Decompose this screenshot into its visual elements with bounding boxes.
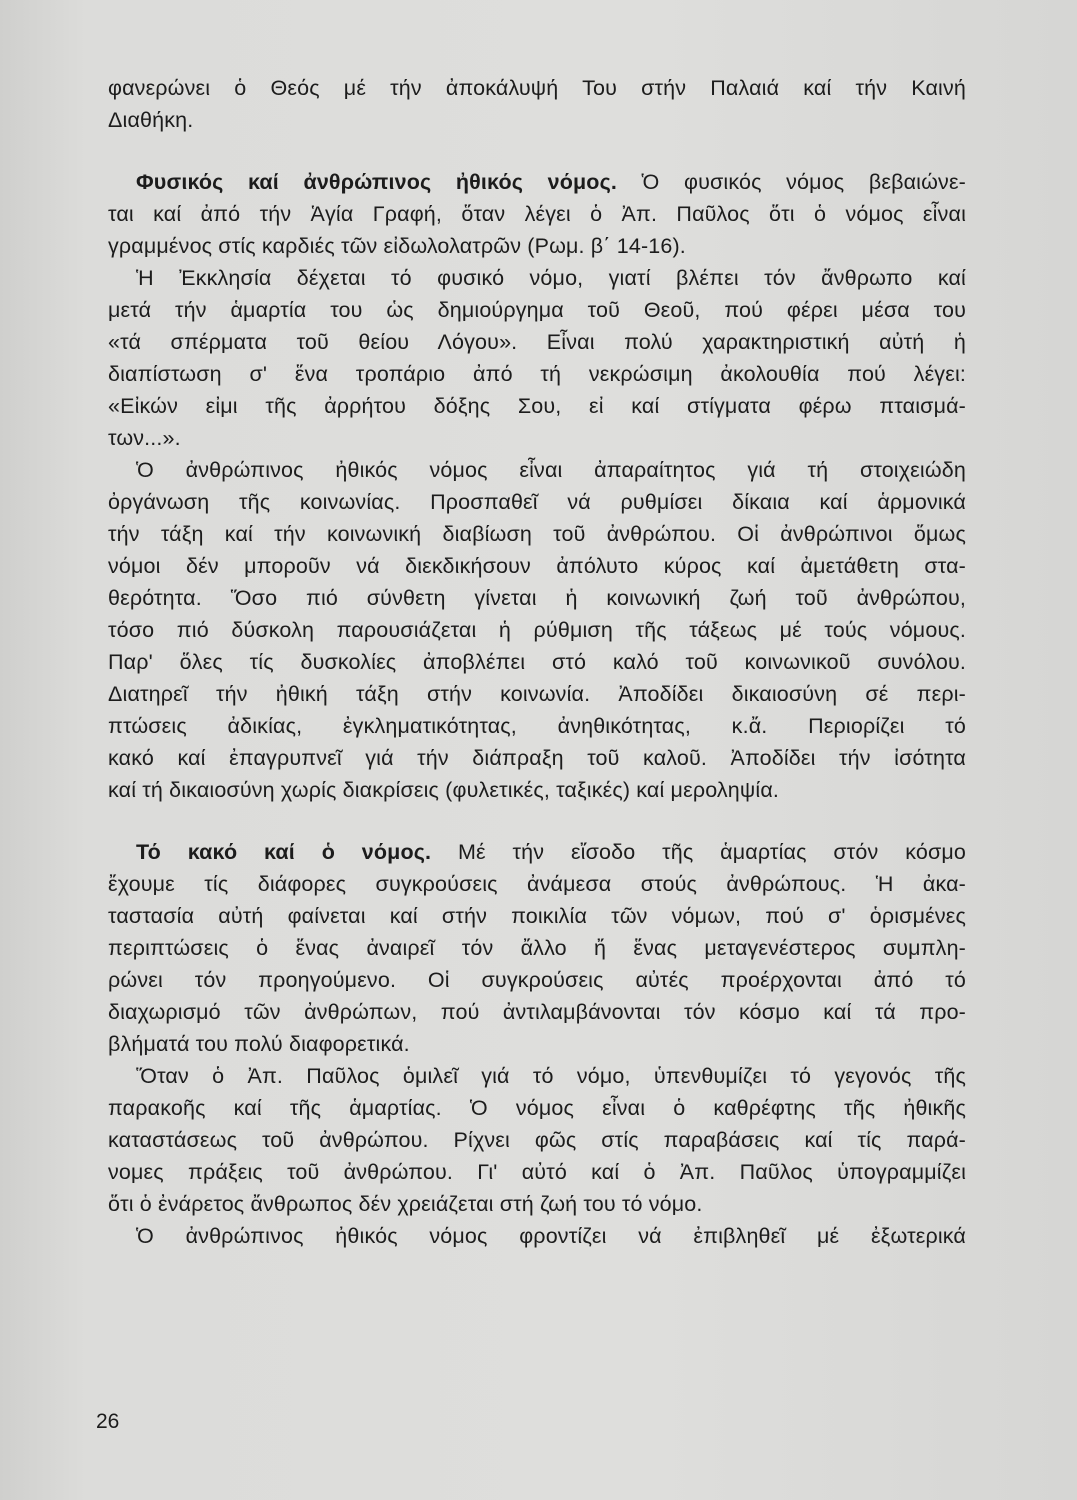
section-heading: Φυσικός καί ἀνθρώπινος ἠθικός νόμος. [136, 170, 618, 194]
text-line-content: ὅτι ὁ ἐνάρετος ἄνθρωπος δέν χρειάζεται στή ζωή του τό νόμο. [108, 1192, 703, 1216]
text-line [108, 72, 966, 104]
text-line [108, 582, 966, 614]
text-line [108, 900, 966, 932]
text-line-content: ρώνει τόν προηγούμενο. Οἱ συγκρούσεις αὐτές προέρχονται ἀπό τό [108, 968, 966, 992]
text-line [108, 1220, 966, 1252]
text-line-content: θερότητα. Ὅσο πιό σύνθετη γίνεται ἡ κοινωνική ζωή τοῦ ἀνθρώπου, [108, 586, 966, 610]
text-line [108, 774, 966, 806]
text-line [108, 1060, 966, 1092]
text-line [108, 964, 966, 996]
text-line-content: ταστασία αὐτή φαίνεται καί στήν ποικιλία τῶν νόμων, πού σ' ὁρισμένες [108, 904, 966, 928]
text-line [108, 262, 966, 294]
text-line-content: καταστάσεως τοῦ ἀνθρώπου. Ρίχνει φῶς στίς παραβάσεις καί τίς παρά- [108, 1128, 966, 1152]
text-line-content: Παρ' ὅλες τίς δυσκολίες ἀποβλέπει στό καλό τοῦ κοινωνικοῦ συνόλου. [108, 650, 966, 674]
text-line-content: πτώσεις ἀδικίας, ἐγκληματικότητας, ἀνηθικότητας, κ.ἄ. Περιορίζει τό [108, 714, 966, 738]
text-line-content: Ὁ φυσικός νόμος βεβαιώνε- [617, 170, 966, 194]
text-line [108, 518, 966, 550]
page-number: 26 [96, 1410, 120, 1433]
text-line [108, 996, 966, 1028]
text-line [108, 868, 966, 900]
body-text [108, 72, 966, 1252]
paragraph-gap [108, 136, 966, 166]
text-line-content: ται καί ἀπό τήν Ἁγία Γραφή, ὅταν λέγει ὁ Ἀπ. Παῦλος ὅτι ὁ νόμος εἶναι [108, 202, 966, 226]
text-line [108, 1188, 966, 1220]
text-line [108, 104, 966, 136]
text-line [108, 166, 966, 198]
text-line-content: τόσο πιό δύσκολη παρουσιάζεται ἡ ρύθμιση τῆς τάξεως μέ τούς νόμους. [108, 618, 966, 642]
text-line-content: παρακοῆς καί τῆς ἁμαρτίας. Ὁ νόμος εἶναι ὁ καθρέφτης τῆς ἠθικῆς [108, 1096, 966, 1120]
text-line-content: «τά σπέρματα τοῦ θείου Λόγου». Εἶναι πολύ χαρακτηριστική αὐτή ἡ [108, 330, 966, 354]
text-line-content: κακό καί ἐπαγρυπνεῖ γιά τήν διάπραξη τοῦ καλοῦ. Ἀποδίδει τήν ἰσότητα [108, 746, 966, 770]
text-line-content: Ὁ ἀνθρώπινος ἠθικός νόμος εἶναι ἀπαραίτητος γιά τή στοιχειώδη [136, 458, 966, 482]
text-line-content: νόμοι δέν μποροῦν νά διεκδικήσουν ἀπόλυτο κύρος καί ἀμετάθετη στα- [108, 554, 966, 578]
text-line [108, 198, 966, 230]
text-line [108, 390, 966, 422]
text-line-content: μετά τήν ἁμαρτία του ὡς δημιούργημα τοῦ Θεοῦ, πού φέρει μέσα του [108, 298, 966, 322]
text-line [108, 1156, 966, 1188]
text-line [108, 932, 966, 964]
text-line [108, 422, 966, 454]
text-line-content: φανερώνει ὁ Θεός μέ τήν ἀποκάλυψή Του στήν Παλαιά καί τήν Καινή [108, 76, 966, 100]
text-line-content: βλήματά του πολύ διαφορετικά. [108, 1032, 410, 1056]
text-line-content: διαχωρισμό τῶν ἀνθρώπων, πού ἀντιλαμβάνονται τόν κόσμο καί τά προ- [108, 1000, 966, 1024]
text-line [108, 1092, 966, 1124]
text-line [108, 294, 966, 326]
text-line-content: «Εἰκών εἰμι τῆς ἀρρήτου δόξης Σου, εἰ καί στίγματα φέρω πταισμά- [108, 394, 966, 418]
text-line-content: περιπτώσεις ὁ ἕνας ἀναιρεῖ τόν ἄλλο ἤ ἕνας μεταγενέστερος συμπλη- [108, 936, 966, 960]
text-line [108, 358, 966, 390]
text-line-content: Ἡ Ἐκκλησία δέχεται τό φυσικό νόμο, γιατί βλέπει τόν ἄνθρωπο καί [136, 266, 966, 290]
text-line [108, 614, 966, 646]
section-heading: Τό κακό καί ὁ νόμος. [136, 840, 432, 864]
text-line-content: Μέ τήν εἴσοδο τῆς ἁμαρτίας στόν κόσμο [431, 840, 967, 864]
text-line [108, 454, 966, 486]
text-line [108, 1028, 966, 1060]
text-line [108, 326, 966, 358]
text-line-content: ἔχουμε τίς διάφορες συγκρούσεις ἀνάμεσα στούς ἀνθρώπους. Ἡ ἀκα- [108, 872, 966, 896]
text-line-content: των...». [108, 426, 181, 450]
text-line-content: καί τή δικαιοσύνη χωρίς διακρίσεις (φυλετικές, ταξικές) καί μεροληψία. [108, 778, 780, 802]
text-line-content: Διαθήκη. [108, 108, 194, 132]
text-line-content: τήν τάξη καί τήν κοινωνική διαβίωση τοῦ ἀνθρώπου. Οἱ ἀνθρώπινοι ὅμως [108, 522, 966, 546]
text-line [108, 486, 966, 518]
paragraph-gap [108, 806, 966, 836]
text-line [108, 550, 966, 582]
text-line-content: Ὅταν ὁ Ἀπ. Παῦλος ὁμιλεῖ γιά τό νόμο, ὑπενθυμίζει τό γεγονός τῆς [136, 1064, 966, 1088]
text-line-content: ὀργάνωση τῆς κοινωνίας. Προσπαθεῖ νά ρυθμίσει δίκαια καί ἁρμονικά [108, 490, 966, 514]
text-line [108, 710, 966, 742]
text-line-content: Ὁ ἀνθρώπινος ἠθικός νόμος φροντίζει νά ἐπιβληθεῖ μέ ἐξωτερικά [136, 1224, 966, 1248]
text-line [108, 1124, 966, 1156]
text-line [108, 678, 966, 710]
text-line [108, 742, 966, 774]
text-line-content: Διατηρεῖ τήν ἠθική τάξη στήν κοινωνία. Ἀποδίδει δικαιοσύνη σέ περι- [108, 682, 966, 706]
text-line-content: διαπίστωση σ' ἕνα τροπάριο ἀπό τή νεκρώσιμη ἀκολουθία πού λέγει: [108, 362, 966, 386]
text-line-content: νομες πράξεις τοῦ ἀνθρώπου. Γι' αὐτό καί ὁ Ἀπ. Παῦλος ὑπογραμμίζει [108, 1160, 966, 1184]
text-line-content: γραμμένος στίς καρδιές τῶν εἰδωλολατρῶν (Ρωμ. β΄ 14-16). [108, 234, 686, 258]
text-line [108, 836, 966, 868]
text-line [108, 230, 966, 262]
text-line [108, 646, 966, 678]
